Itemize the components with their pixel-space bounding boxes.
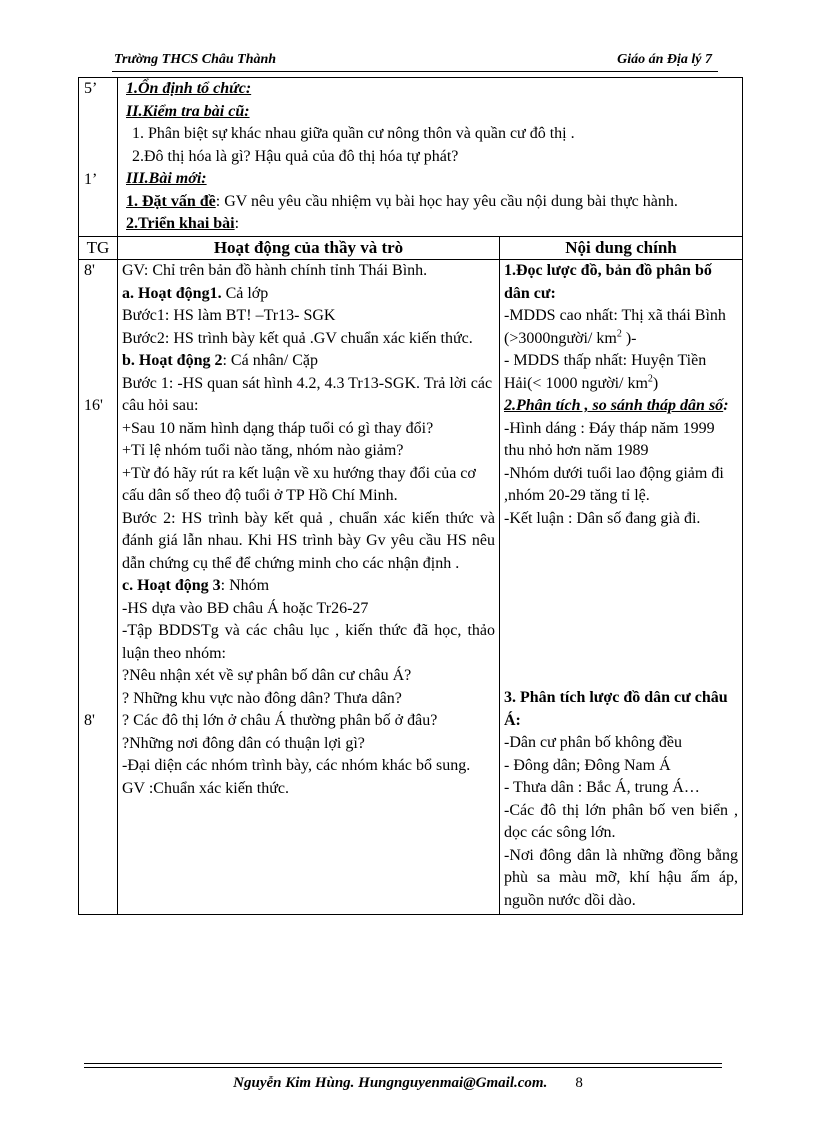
- activity-b: b. Hoạt động 2: Cá nhân/ Cặp: [122, 352, 319, 369]
- intro-tg-cell: [79, 78, 118, 237]
- body-row: [79, 260, 743, 915]
- table-header-row: [79, 236, 743, 260]
- activity-line: ? Các đô thị lớn ở châu Á thường phân bố ở đâu?: [122, 712, 438, 729]
- bai-moi-heading: III.Bài mới:: [126, 170, 207, 187]
- activity-a: a. Hoạt động1. Cả lớp: [122, 284, 269, 302]
- th-hoat-dong: Hoạt động của thầy và trò: [118, 236, 500, 260]
- section-3-title: 3. Phân tích lược đồ dân cư châu Á:: [504, 689, 728, 729]
- activity-line: GV :Chuẩn xác kiến thức.: [122, 779, 290, 797]
- question-1: 1. Phân biệt sự khác nhau giữa quần cư nông thôn và quần cư đô thị .: [132, 125, 575, 142]
- content-line: - Đông dân; Đông Nam Á: [504, 756, 671, 774]
- trien-khai-label: 2.Triển khai bài: [126, 215, 235, 232]
- activity-line: +Sau 10 năm hình dạng tháp tuổi có gì thay đổi?: [122, 419, 434, 437]
- content-line: -Nơi đông dân là những đồng bằng phù sa màu mỡ, khí hậu ấm áp, nguồn nước dồi dào.: [504, 846, 738, 909]
- activity-line: Bước2: HS trình bày kết quả .GV chuẩn xác kiến thức.: [122, 329, 473, 347]
- footer-divider-2: [84, 1067, 722, 1068]
- question-2: 2.Đô thị hóa là gì? Hậu quả của đô thị hóa tự phát?: [132, 147, 459, 165]
- school-name: Trường THCS Châu Thành: [114, 52, 277, 67]
- subject-name: Giáo án Địa lý 7: [617, 52, 712, 67]
- activity-b-label: b. Hoạt động 2: [122, 352, 223, 369]
- th-tg: TG: [79, 236, 118, 260]
- dat-van-de-label: 1. Đặt vấn đề: [126, 192, 216, 210]
- activity-line: +Từ đó hãy rút ra kết luận về xu hướng thay đổi của cơ cấu dân số theo độ tuổi ở TP Hồ Chí Minh.: [122, 464, 476, 504]
- page-header: [112, 52, 712, 72]
- activities-cell: [118, 260, 500, 915]
- activity-line: ? Những khu vực nào đông dân? Thưa dân?: [122, 689, 402, 707]
- page-footer: [0, 1075, 816, 1092]
- intro-cell: [118, 78, 743, 237]
- content-line: -Kết luận : Dân số đang già đi.: [504, 509, 701, 527]
- section-1-title: 1.Đọc lược đồ, bản đồ phân bố dân cư:: [504, 262, 712, 302]
- header-divider: [112, 71, 718, 72]
- activity-line: Bước 1: -HS quan sát hình 4.2, 4.3 Tr13-SGK. Trả lời các câu hỏi sau:: [122, 374, 493, 414]
- intro-row: [79, 78, 743, 237]
- activity-line: ?Những nơi đông dân có thuận lợi gì?: [122, 734, 365, 752]
- dat-van-de-text: : GV nêu yêu cầu nhiệm vụ bài học hay yêu cầu nội dung bài thực hành.: [215, 192, 678, 210]
- body-tg-cell: [79, 260, 118, 915]
- activity-line: +Tỉ lệ nhóm tuổi nào tăng, nhóm nào giảm?: [122, 442, 404, 459]
- activity-a-label: a. Hoạt động1.: [122, 284, 222, 302]
- trien-khai: 2.Triển khai bài:: [126, 215, 240, 232]
- content-cell: [500, 260, 743, 915]
- content-line: - Thưa dân : Bắc Á, trung Á…: [504, 779, 700, 796]
- footer-author: Nguyễn Kim Hùng. Hungnguyenmai@Gmail.com.: [233, 1075, 548, 1091]
- content-line: -Hình dáng : Đáy tháp năm 1999 thu nhỏ hơn năm 1989: [504, 419, 715, 459]
- th-noi-dung: Nội dung chính: [500, 236, 743, 260]
- activity-line: Bước1: HS làm BT! –Tr13- SGK: [122, 307, 336, 324]
- content-line: -Dân cư phân bố không đều: [504, 734, 682, 751]
- lesson-table: [78, 77, 743, 915]
- dat-van-de: [126, 191, 736, 214]
- on-dinh-heading: 1.Ổn định tổ chức:: [126, 80, 252, 97]
- footer-divider-1: [84, 1063, 722, 1064]
- content-line: -Các đô thị lớn phân bố ven biển , dọc các sông lớn.: [504, 801, 738, 841]
- section-2-title: 2.Phân tích , so sánh tháp dân số:: [504, 397, 729, 414]
- tg-8a: 8': [84, 262, 95, 279]
- tg-1: 1’: [84, 170, 98, 188]
- page-number: 8: [575, 1075, 583, 1091]
- activity-line: Bước 2: HS trình bày kết quả , chuẩn xác kiến thức và đánh giá lẫn nhau. Khi HS trình bày Gv yêu cầu HS nêu dẫn chứng cụ thể để chứng minh cho các nhận định .: [122, 509, 495, 572]
- content-line: - MDDS thấp nhất: Huyện Tiền Hải(< 1000 người/ $km^2$): [504, 352, 707, 392]
- activity-c: c. Hoạt động 3: Nhóm: [122, 577, 270, 594]
- content-line: -MDDS cao nhất: Thị xã thái Bình (>3000người/ $km^2$ )-: [504, 307, 726, 347]
- activity-c-label: c. Hoạt động 3: [122, 577, 221, 594]
- activity-line: -Đại diện các nhóm trình bày, các nhóm khác bổ sung.: [122, 757, 471, 774]
- kiem-tra-heading: II.Kiểm tra bài cũ:: [126, 102, 250, 120]
- tg-8b: 8': [84, 712, 95, 729]
- activity-line: -HS dựa vào BĐ châu Á hoặc Tr26-27: [122, 599, 369, 617]
- activity-line: GV: Chỉ trên bản đồ hành chính tỉnh Thái Bình.: [122, 262, 428, 279]
- activity-line: -Tập BDDSTg và các châu lục , kiến thức đã học, thảo luận theo nhóm:: [122, 622, 495, 662]
- tg-16: 16': [84, 396, 103, 414]
- content-line: -Nhóm dưới tuổi lao động giảm đi ,nhóm 20-29 tăng tỉ lệ.: [504, 464, 724, 504]
- activity-line: ?Nêu nhận xét về sự phân bố dân cư châu Á?: [122, 667, 412, 684]
- tg-5: 5’: [84, 80, 98, 97]
